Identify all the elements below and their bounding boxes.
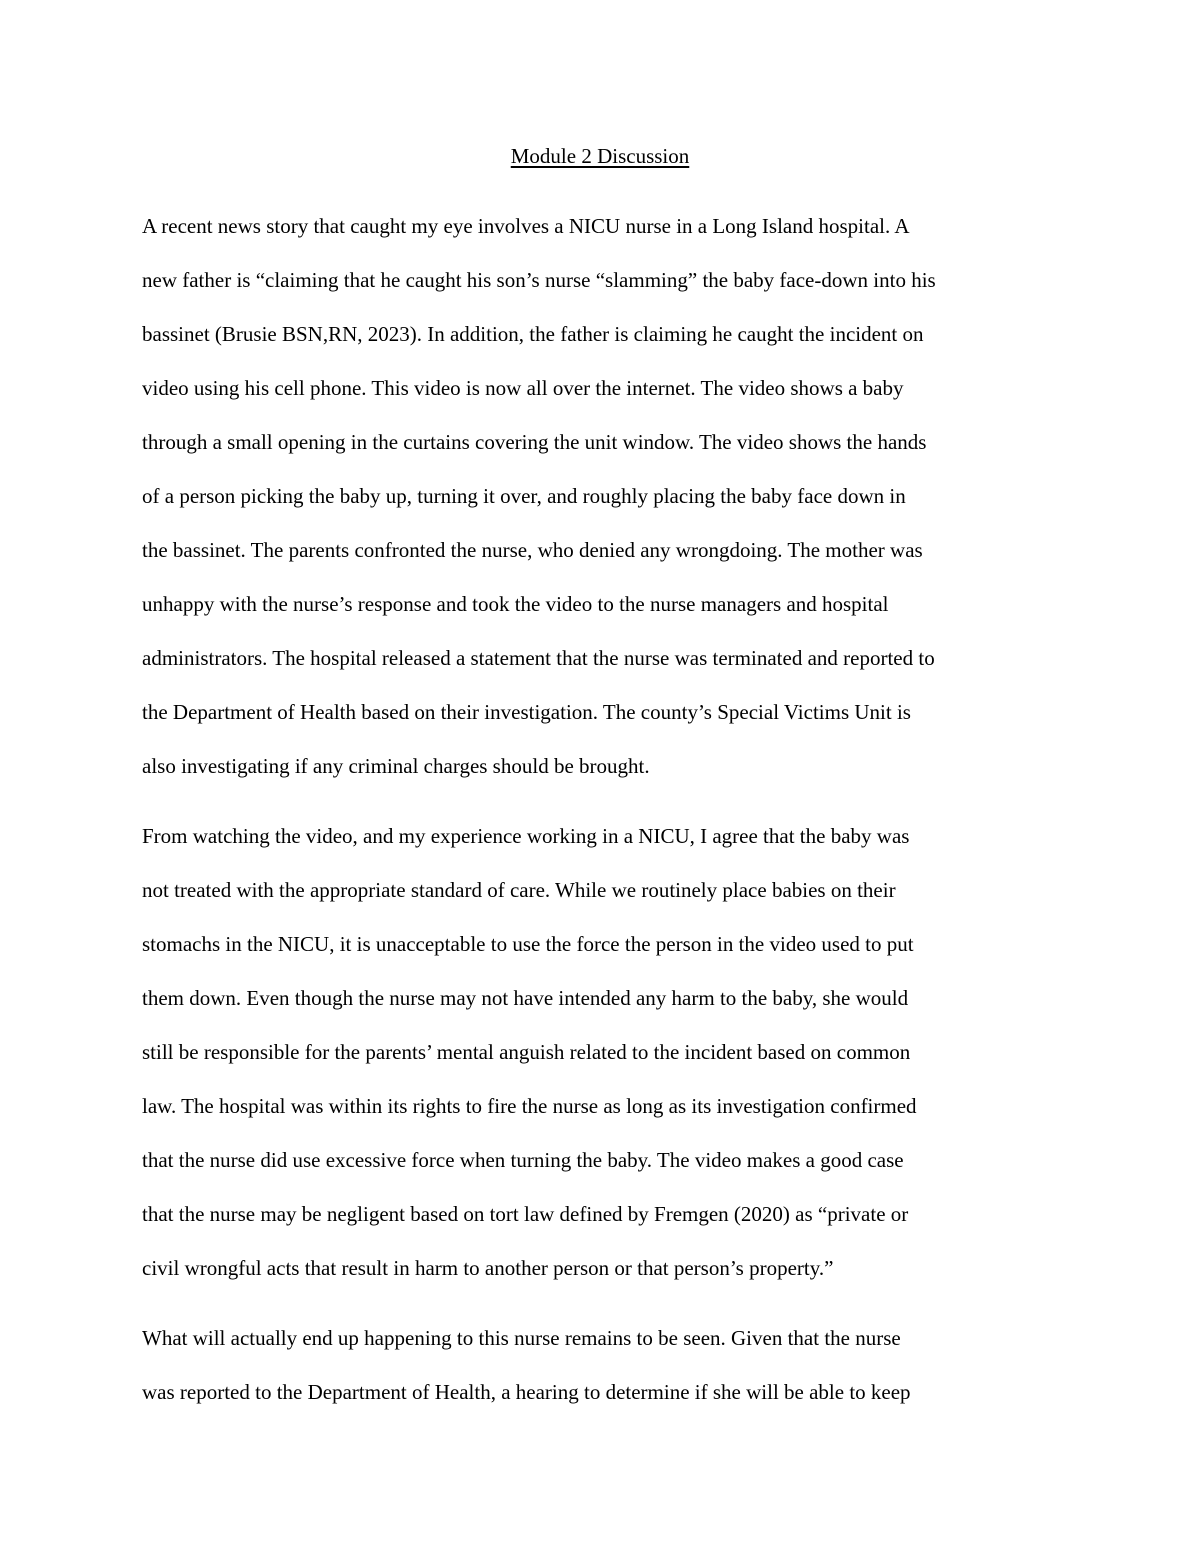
paragraph-1-line-7: the bassinet. The parents confronted the nurse, who denied any wrongdoing. The mother was: [142, 538, 923, 562]
paragraph-2-line-5: still be responsible for the parents’ mental anguish related to the incident based on common: [142, 1040, 911, 1064]
paragraph-1-line-2: new father is “claiming that he caught his son’s nurse “slamming” the baby face-down into his: [142, 268, 936, 292]
paragraph-2-line-9: civil wrongful acts that result in harm to another person or that person’s property.”: [142, 1256, 834, 1280]
paragraph-2-line-1: From watching the video, and my experience working in a NICU, I agree that the baby was: [142, 824, 910, 848]
paragraph-2-line-2: not treated with the appropriate standard of care. While we routinely place babies on their: [142, 878, 896, 902]
paragraph-1-line-8: unhappy with the nurse’s response and took the video to the nurse managers and hospital: [142, 592, 889, 616]
paragraph-1-line-9: administrators. The hospital released a statement that the nurse was terminated and reported to: [142, 646, 935, 670]
paragraph-2-line-3: stomachs in the NICU, it is unacceptable to use the force the person in the video used to put: [142, 932, 914, 956]
paragraph-1-line-5: through a small opening in the curtains covering the unit window. The video shows the hands: [142, 430, 927, 454]
paragraph-1-line-1: A recent news story that caught my eye involves a NICU nurse in a Long Island hospital. A: [142, 214, 910, 238]
paragraph-2-line-7: that the nurse did use excessive force when turning the baby. The video makes a good case: [142, 1148, 904, 1172]
paragraph-2-line-8: that the nurse may be negligent based on tort law defined by Fremgen (2020) as “private or: [142, 1202, 909, 1226]
paragraph-1-line-11: also investigating if any criminal charges should be brought.: [142, 754, 650, 778]
paragraph-1-line-4: video using his cell phone. This video is now all over the internet. The video shows a baby: [142, 376, 904, 400]
page-title: Module 2 Discussion: [510, 144, 690, 168]
paragraph-3-line-1: What will actually end up happening to this nurse remains to be seen. Given that the nurse: [142, 1326, 901, 1350]
paragraph-1-line-10: the Department of Health based on their investigation. The county’s Special Victims Unit is: [142, 700, 911, 724]
paragraph-2-line-4: them down. Even though the nurse may not have intended any harm to the baby, she would: [142, 986, 909, 1010]
paragraph-1-line-3: bassinet (Brusie BSN,RN, 2023). In addition, the father is claiming he caught the incident on: [142, 322, 924, 346]
paragraph-1-line-6: of a person picking the baby up, turning it over, and roughly placing the baby face down in: [142, 484, 906, 508]
paragraph-2-line-6: law. The hospital was within its rights to fire the nurse as long as its investigation confirmed: [142, 1094, 917, 1118]
paragraph-3-line-2: was reported to the Department of Health, a hearing to determine if she will be able to keep: [142, 1380, 911, 1404]
